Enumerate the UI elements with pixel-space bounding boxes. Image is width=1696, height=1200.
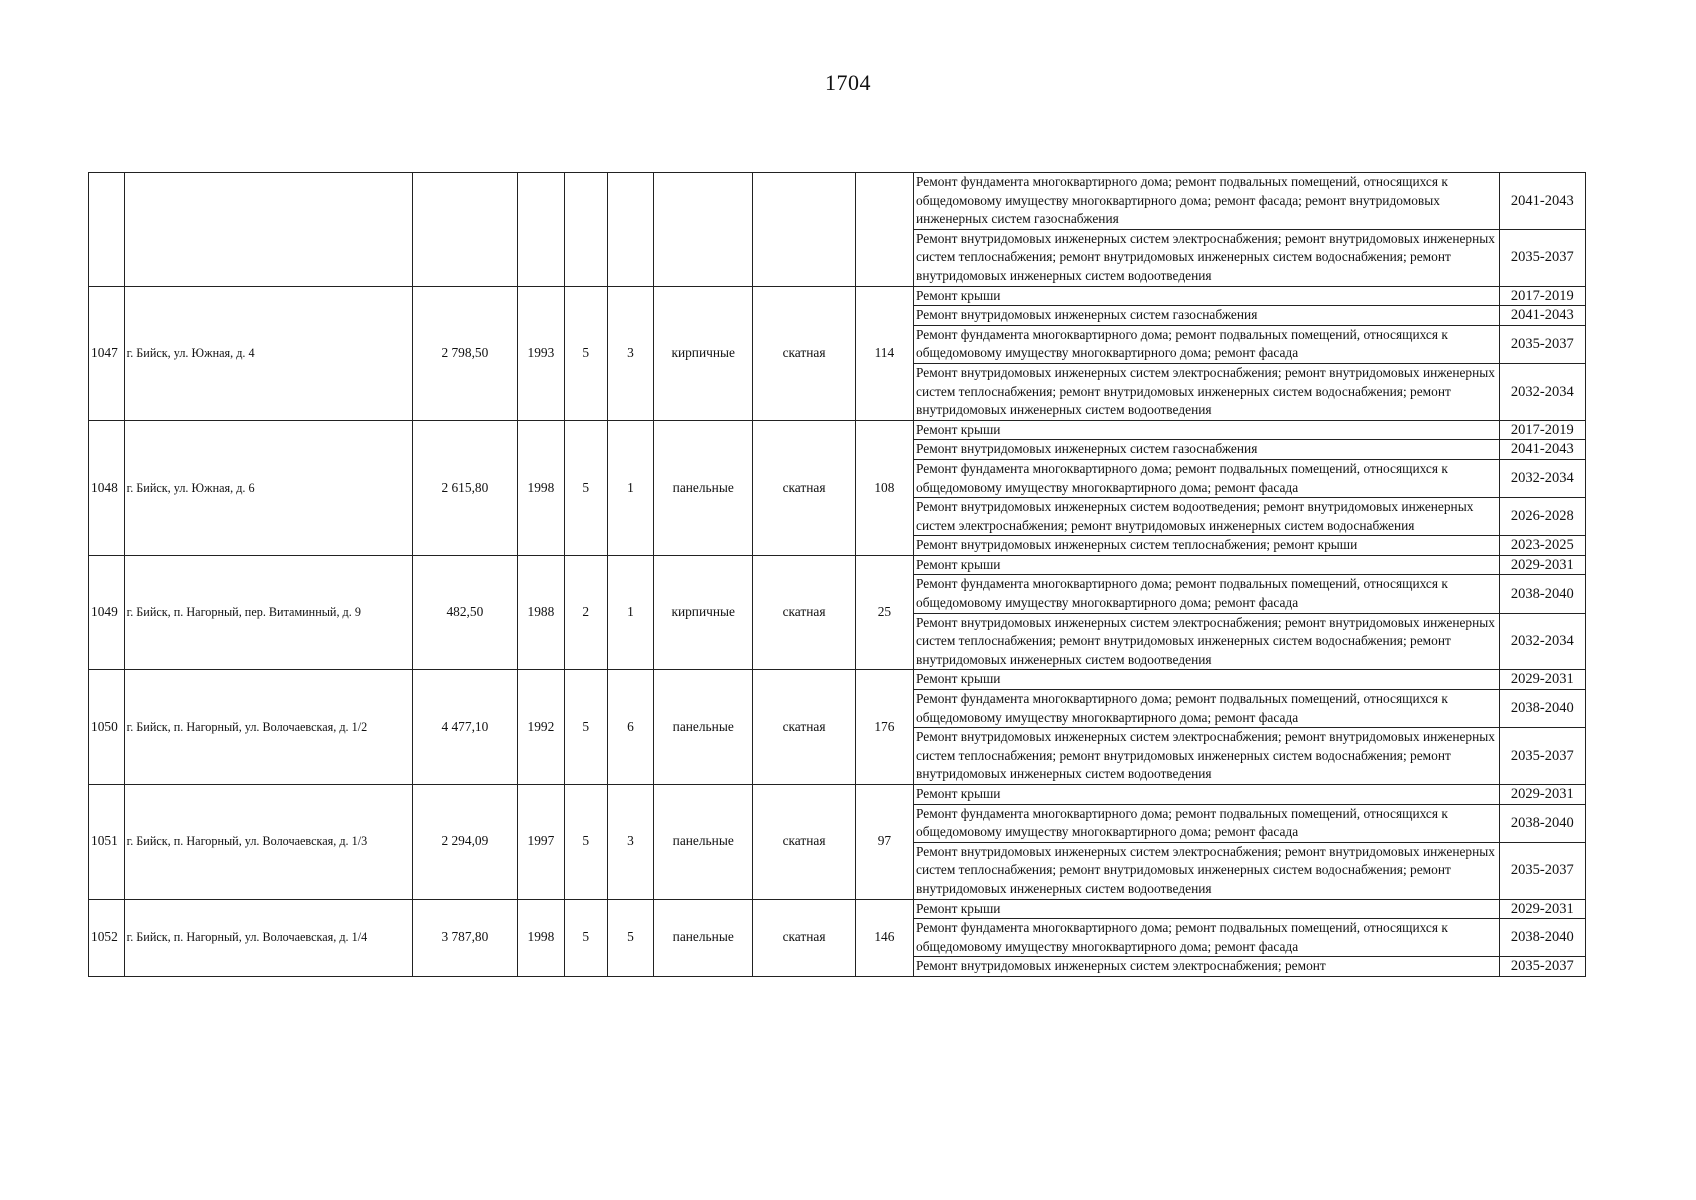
address-cell: г. Бийск, ул. Южная, д. 4 xyxy=(124,286,412,420)
row-number-cell xyxy=(89,173,125,287)
table-row xyxy=(89,899,1586,919)
entrances-cell: 5 xyxy=(607,899,653,976)
floors-cell: 5 xyxy=(564,420,607,555)
area-cell: 2 615,80 xyxy=(412,420,518,555)
work-period-cell: 2029-2031 xyxy=(1499,670,1585,690)
entrances-cell: 3 xyxy=(607,785,653,900)
work-description-cell: Ремонт фундамента многоквартирного дома; ремонт подвальных помещений, относящихся к общедомовому имуществу многоквартирного дома; ремонт фасада xyxy=(914,575,1500,613)
entrances-cell: 1 xyxy=(607,420,653,555)
work-description-cell: Ремонт крыши xyxy=(914,420,1500,440)
work-description-cell: Ремонт крыши xyxy=(914,670,1500,690)
work-period-cell: 2017-2019 xyxy=(1499,420,1585,440)
work-period-cell: 2029-2031 xyxy=(1499,555,1585,575)
work-period-cell: 2017-2019 xyxy=(1499,286,1585,306)
area-cell: 3 787,80 xyxy=(412,899,518,976)
page-number: 1704 xyxy=(825,70,871,95)
roof-cell: скатная xyxy=(753,420,855,555)
work-period-cell: 2038-2040 xyxy=(1499,690,1585,728)
work-description-cell: Ремонт внутридомовых инженерных систем электроснабжения; ремонт внутридомовых инженерных систем теплоснабжения; ремонт внутридомовых инженерных систем водоснабжения; ремонт внутридомовых инженерных систем водоотведения xyxy=(914,842,1500,899)
work-period-cell: 2041-2043 xyxy=(1499,440,1585,460)
walls-cell: кирпичные xyxy=(654,555,753,670)
roof-cell: скатная xyxy=(753,785,855,900)
work-period-cell: 2038-2040 xyxy=(1499,804,1585,842)
table-row xyxy=(89,555,1586,575)
walls-cell xyxy=(654,173,753,287)
year-cell: 1998 xyxy=(518,420,564,555)
roof-cell: скатная xyxy=(753,670,855,785)
floors-cell xyxy=(564,173,607,287)
row-number-cell: 1049 xyxy=(89,555,125,670)
table-row xyxy=(89,785,1586,805)
residents-cell: 176 xyxy=(855,670,913,785)
work-period-cell: 2035-2037 xyxy=(1499,842,1585,899)
walls-cell: кирпичные xyxy=(654,286,753,420)
year-cell: 1998 xyxy=(518,899,564,976)
walls-cell: панельные xyxy=(654,670,753,785)
roof-cell: скатная xyxy=(753,286,855,420)
address-cell: г. Бийск, п. Нагорный, пер. Витаминный, д. 9 xyxy=(124,555,412,670)
address-cell: г. Бийск, п. Нагорный, ул. Волочаевская, д. 1/4 xyxy=(124,899,412,976)
entrances-cell: 3 xyxy=(607,286,653,420)
area-cell xyxy=(412,173,518,287)
row-number-cell: 1052 xyxy=(89,899,125,976)
floors-cell: 5 xyxy=(564,899,607,976)
row-number-cell: 1047 xyxy=(89,286,125,420)
year-cell: 1993 xyxy=(518,286,564,420)
walls-cell: панельные xyxy=(654,899,753,976)
work-description-cell: Ремонт внутридомовых инженерных систем водоотведения; ремонт внутридомовых инженерных систем электроснабжения; ремонт внутридомовых инженерных систем водоснабжения xyxy=(914,498,1500,536)
work-description-cell: Ремонт крыши xyxy=(914,899,1500,919)
repair-schedule-table xyxy=(88,172,1586,977)
area-cell: 2 294,09 xyxy=(412,785,518,900)
work-period-cell: 2038-2040 xyxy=(1499,919,1585,957)
work-description-cell: Ремонт внутридомовых инженерных систем электроснабжения; ремонт внутридомовых инженерных систем теплоснабжения; ремонт внутридомовых инженерных систем водоснабжения; ремонт внутридомовых инженерных систем водоотведения xyxy=(914,363,1500,420)
work-period-cell: 2032-2034 xyxy=(1499,459,1585,497)
residents-cell: 97 xyxy=(855,785,913,900)
floors-cell: 5 xyxy=(564,785,607,900)
work-description-cell: Ремонт фундамента многоквартирного дома; ремонт подвальных помещений, относящихся к общедомовому имуществу многоквартирного дома; ремонт фасада xyxy=(914,690,1500,728)
floors-cell: 2 xyxy=(564,555,607,670)
work-period-cell: 2035-2037 xyxy=(1499,957,1585,977)
work-description-cell: Ремонт крыши xyxy=(914,555,1500,575)
work-description-cell: Ремонт фундамента многоквартирного дома; ремонт подвальных помещений, относящихся к общедомовому имуществу многоквартирного дома; ремонт фасада; ремонт внутридомовых инженерных систем газоснабжения xyxy=(914,173,1500,230)
entrances-cell: 6 xyxy=(607,670,653,785)
work-period-cell: 2029-2031 xyxy=(1499,785,1585,805)
floors-cell: 5 xyxy=(564,286,607,420)
area-cell: 2 798,50 xyxy=(412,286,518,420)
table-row xyxy=(89,286,1586,306)
work-period-cell: 2026-2028 xyxy=(1499,498,1585,536)
roof-cell: скатная xyxy=(753,555,855,670)
area-cell: 482,50 xyxy=(412,555,518,670)
work-period-cell: 2038-2040 xyxy=(1499,575,1585,613)
work-description-cell: Ремонт внутридомовых инженерных систем теплоснабжения; ремонт крыши xyxy=(914,536,1500,556)
work-description-cell: Ремонт фундамента многоквартирного дома; ремонт подвальных помещений, относящихся к общедомовому имуществу многоквартирного дома; ремонт фасада xyxy=(914,325,1500,363)
roof-cell xyxy=(753,173,855,287)
work-description-cell: Ремонт внутридомовых инженерных систем электроснабжения; ремонт xyxy=(914,957,1500,977)
walls-cell: панельные xyxy=(654,785,753,900)
table-row xyxy=(89,670,1586,690)
address-cell: г. Бийск, п. Нагорный, ул. Волочаевская, д. 1/3 xyxy=(124,785,412,900)
work-period-cell: 2023-2025 xyxy=(1499,536,1585,556)
work-period-cell: 2032-2034 xyxy=(1499,613,1585,670)
residents-cell: 108 xyxy=(855,420,913,555)
table-row xyxy=(89,420,1586,440)
work-period-cell: 2035-2037 xyxy=(1499,728,1585,785)
year-cell xyxy=(518,173,564,287)
work-description-cell: Ремонт крыши xyxy=(914,286,1500,306)
residents-cell xyxy=(855,173,913,287)
address-cell xyxy=(124,173,412,287)
residents-cell: 114 xyxy=(855,286,913,420)
floors-cell: 5 xyxy=(564,670,607,785)
work-description-cell: Ремонт фундамента многоквартирного дома; ремонт подвальных помещений, относящихся к общедомовому имуществу многоквартирного дома; ремонт фасада xyxy=(914,919,1500,957)
address-cell: г. Бийск, п. Нагорный, ул. Волочаевская, д. 1/2 xyxy=(124,670,412,785)
row-number-cell: 1048 xyxy=(89,420,125,555)
row-number-cell: 1051 xyxy=(89,785,125,900)
year-cell: 1997 xyxy=(518,785,564,900)
work-period-cell: 2029-2031 xyxy=(1499,899,1585,919)
area-cell: 4 477,10 xyxy=(412,670,518,785)
work-period-cell: 2032-2034 xyxy=(1499,363,1585,420)
work-period-cell: 2035-2037 xyxy=(1499,229,1585,286)
residents-cell: 146 xyxy=(855,899,913,976)
work-description-cell: Ремонт внутридомовых инженерных систем электроснабжения; ремонт внутридомовых инженерных систем теплоснабжения; ремонт внутридомовых инженерных систем водоснабжения; ремонт внутридомовых инженерных систем водоотведения xyxy=(914,229,1500,286)
work-period-cell: 2035-2037 xyxy=(1499,325,1585,363)
row-number-cell: 1050 xyxy=(89,670,125,785)
year-cell: 1992 xyxy=(518,670,564,785)
table-row xyxy=(89,173,1586,230)
entrances-cell: 1 xyxy=(607,555,653,670)
residents-cell: 25 xyxy=(855,555,913,670)
work-period-cell: 2041-2043 xyxy=(1499,306,1585,326)
work-description-cell: Ремонт фундамента многоквартирного дома; ремонт подвальных помещений, относящихся к общедомовому имуществу многоквартирного дома; ремонт фасада xyxy=(914,804,1500,842)
work-description-cell: Ремонт внутридомовых инженерных систем электроснабжения; ремонт внутридомовых инженерных систем теплоснабжения; ремонт внутридомовых инженерных систем водоснабжения; ремонт внутридомовых инженерных систем водоотведения xyxy=(914,613,1500,670)
year-cell: 1988 xyxy=(518,555,564,670)
work-period-cell: 2041-2043 xyxy=(1499,173,1585,230)
roof-cell: скатная xyxy=(753,899,855,976)
address-cell: г. Бийск, ул. Южная, д. 6 xyxy=(124,420,412,555)
work-description-cell: Ремонт внутридомовых инженерных систем электроснабжения; ремонт внутридомовых инженерных систем теплоснабжения; ремонт внутридомовых инженерных систем водоснабжения; ремонт внутридомовых инженерных систем водоотведения xyxy=(914,728,1500,785)
work-description-cell: Ремонт крыши xyxy=(914,785,1500,805)
entrances-cell xyxy=(607,173,653,287)
work-description-cell: Ремонт внутридомовых инженерных систем газоснабжения xyxy=(914,440,1500,460)
walls-cell: панельные xyxy=(654,420,753,555)
work-description-cell: Ремонт внутридомовых инженерных систем газоснабжения xyxy=(914,306,1500,326)
work-description-cell: Ремонт фундамента многоквартирного дома; ремонт подвальных помещений, относящихся к общедомовому имуществу многоквартирного дома; ремонт фасада xyxy=(914,459,1500,497)
